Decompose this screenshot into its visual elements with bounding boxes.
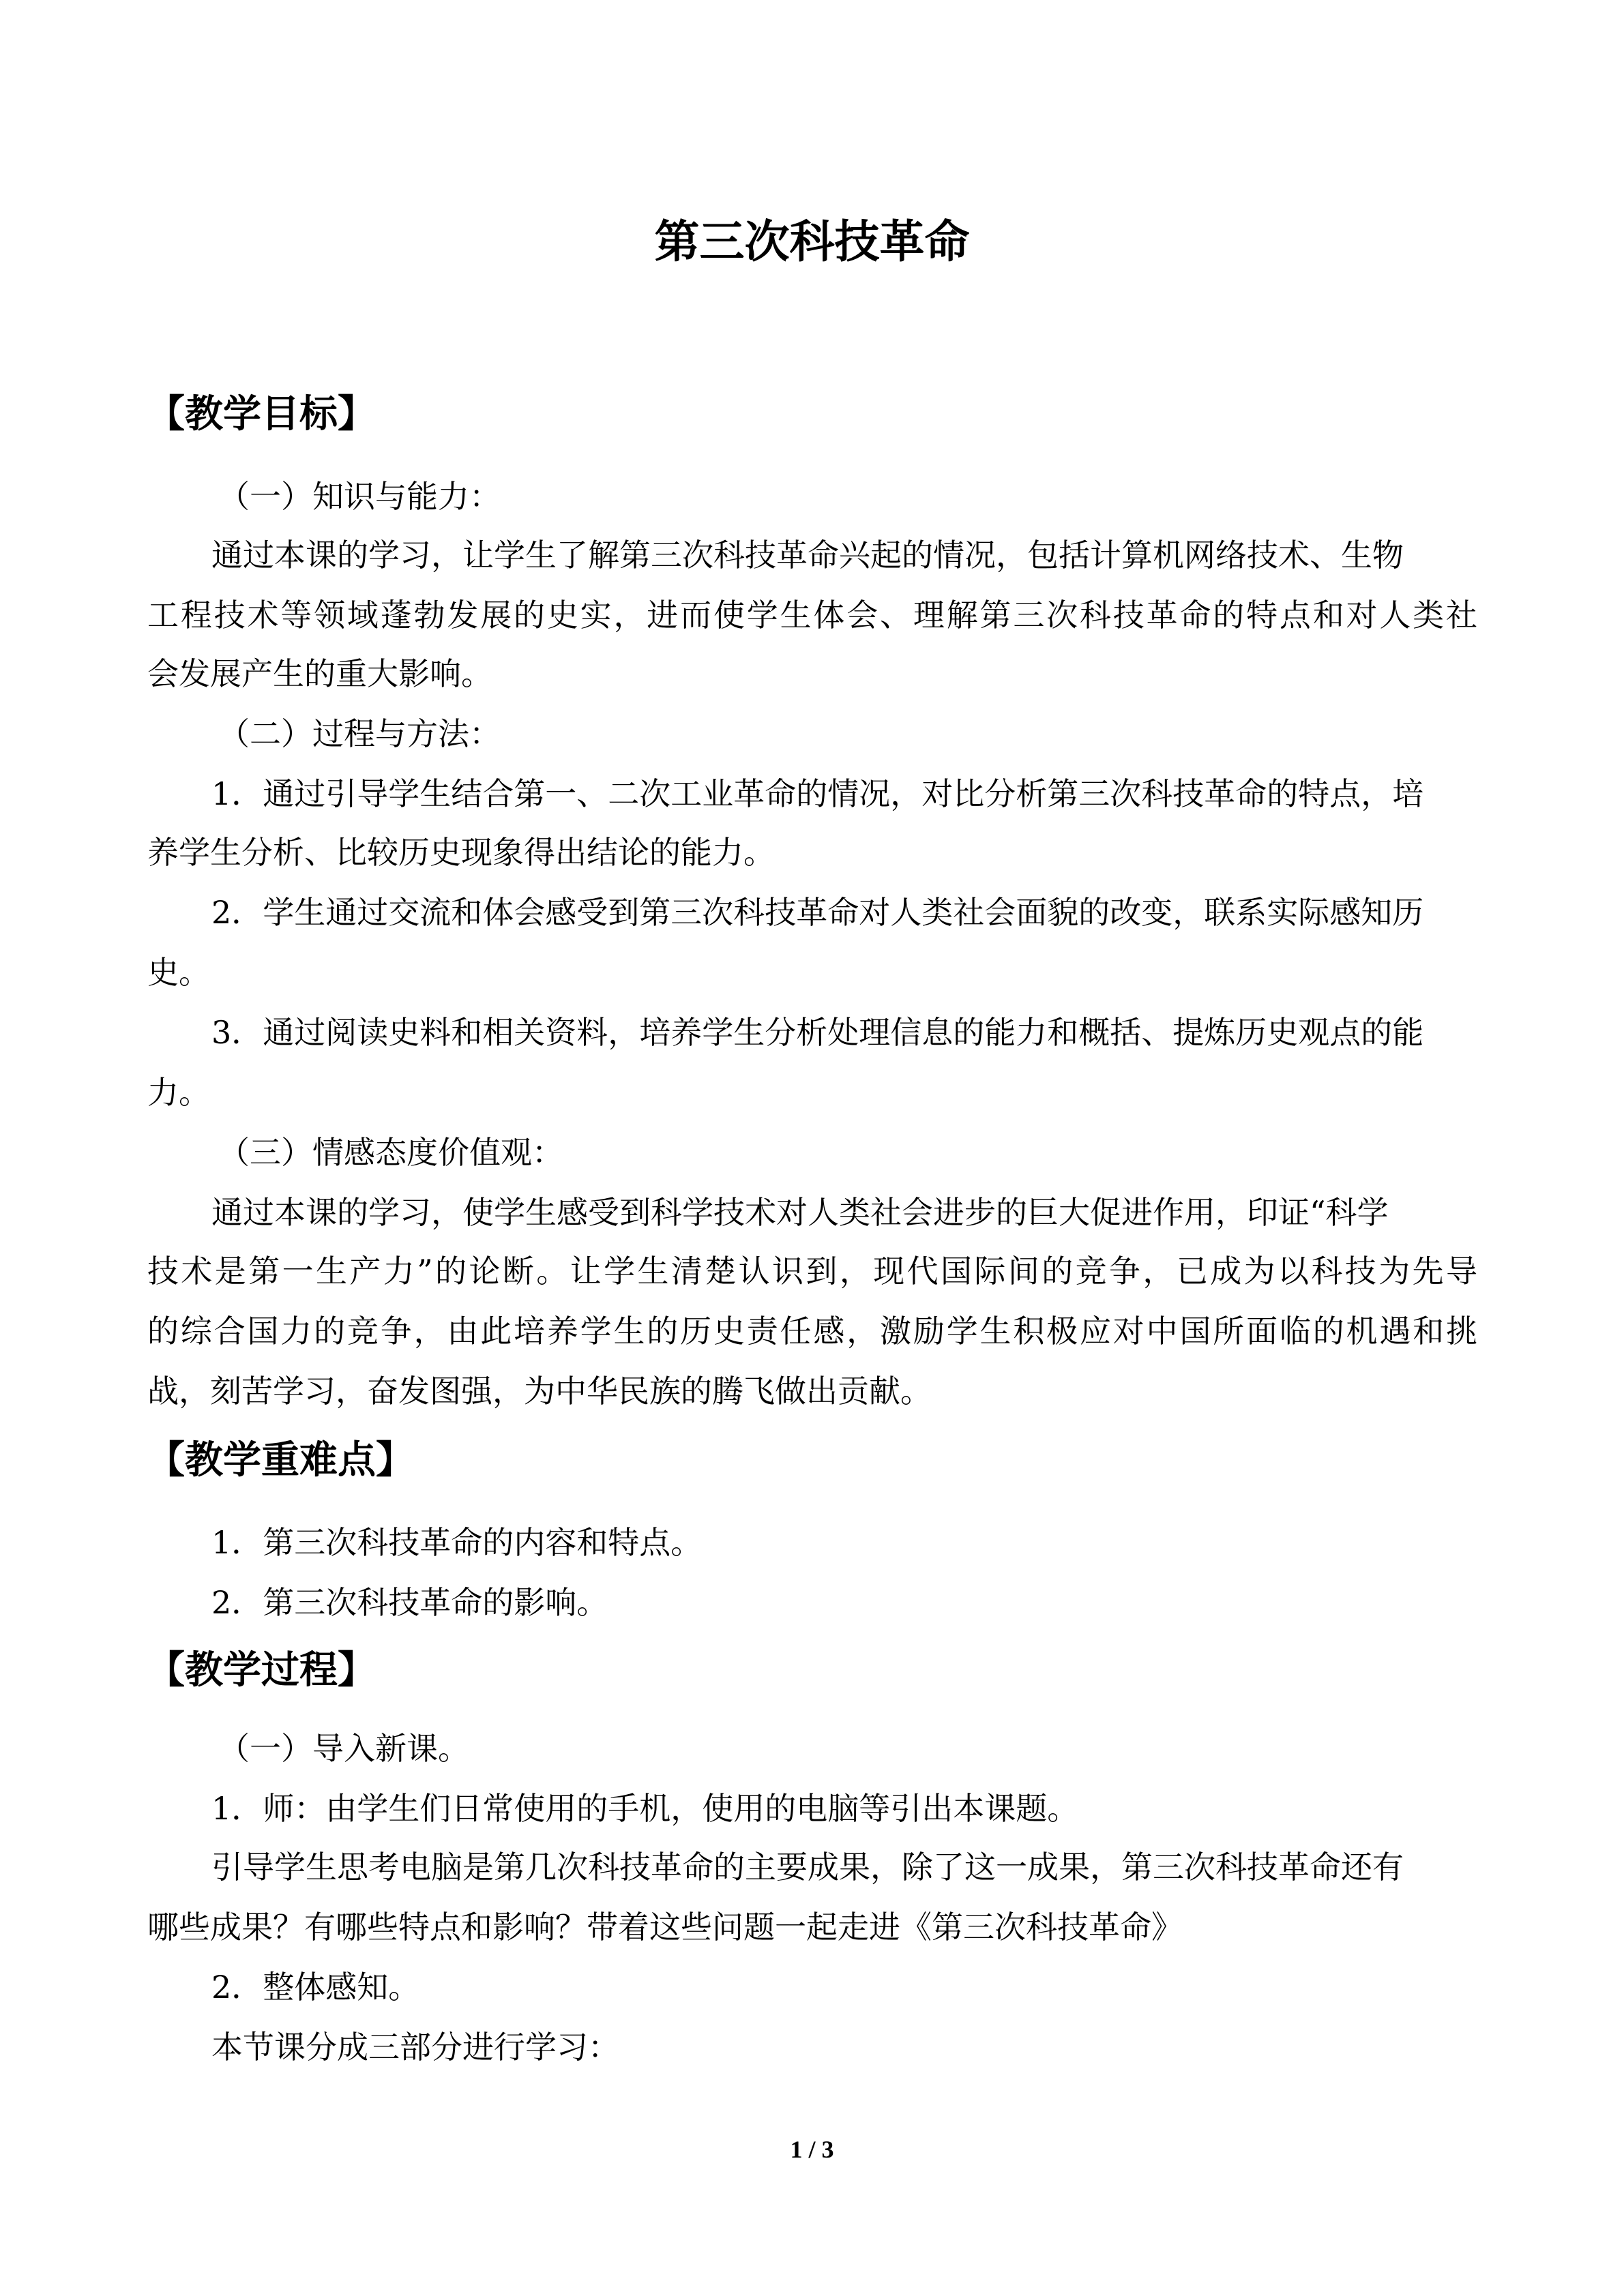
paragraph-line: 养学生分析、比较历史现象得出结论的能力。 [147, 834, 775, 871]
subsection-title-process: （二）过程与方法： [218, 715, 501, 752]
paragraph-line: 的综合国力的竞争，由此培养学生的历史责任感，激励学生积极应对中国所面临的机遇和挑 [147, 1313, 1477, 1350]
page-title: 第三次科技革命 [654, 215, 970, 268]
subsection-title-knowledge: （一）知识与能力： [218, 478, 501, 515]
section-heading-key-points: 【教学重难点】 [147, 1438, 414, 1482]
paragraph-line: 战，刻苦学习，奋发图强，为中华民族的腾飞做出贡献。 [147, 1373, 932, 1410]
paragraph-line: 史。 [147, 954, 210, 991]
paragraph-line: 本节课分成三部分进行学习： [211, 2029, 619, 2066]
page-number: 1 / 3 [790, 2136, 834, 2163]
paragraph-line: 会发展产生的重大影响。 [147, 655, 492, 692]
paragraph-line: 2．整体感知。 [211, 1969, 420, 2006]
subsection-title-emotion: （三）情感态度价值观： [218, 1134, 563, 1171]
section-heading-process: 【教学过程】 [147, 1648, 376, 1693]
list-item: 1．第三次科技革命的内容和特点。 [211, 1524, 703, 1561]
paragraph-line: 1．通过引导学生结合第一、二次工业革命的情况，对比分析第三次科技革命的特点，培 [211, 775, 1424, 812]
paragraph-line: 哪些成果？有哪些特点和影响？带着这些问题一起走进《第三次科技革命》 [147, 1909, 1183, 1945]
paragraph-line: 技术是第一生产力”的论断。让学生清楚认识到，现代国际间的竞争，已成为以科技为先导 [147, 1253, 1477, 1289]
subsection-title-intro: （一）导入新课。 [218, 1730, 469, 1767]
paragraph-line: 3．通过阅读史料和相关资料，培养学生分析处理信息的能力和概括、提炼历史观点的能 [211, 1014, 1424, 1051]
paragraph-line: 力。 [147, 1074, 210, 1111]
paragraph-line: 2．学生通过交流和体会感受到第三次科技革命对人类社会面貌的改变，联系实际感知历 [211, 894, 1424, 931]
paragraph-line: 通过本课的学习，让学生了解第三次科技革命兴起的情况，包括计算机网络技术、生物 [211, 537, 1404, 573]
section-heading-objectives: 【教学目标】 [147, 392, 376, 436]
list-item: 2．第三次科技革命的影响。 [211, 1584, 608, 1621]
paragraph-line: 1．师：由学生们日常使用的手机，使用的电脑等引出本课题。 [211, 1790, 1079, 1827]
paragraph-line: 通过本课的学习，使学生感受到科学技术对人类社会进步的巨大促进作用，印证“科学 [211, 1194, 1389, 1231]
paragraph-line: 工程技术等领域蓬勃发展的史实，进而使学生体会、理解第三次科技革命的特点和对人类社 [147, 597, 1477, 633]
paragraph-line: 引导学生思考电脑是第几次科技革命的主要成果，除了这一成果，第三次科技革命还有 [211, 1849, 1404, 1885]
